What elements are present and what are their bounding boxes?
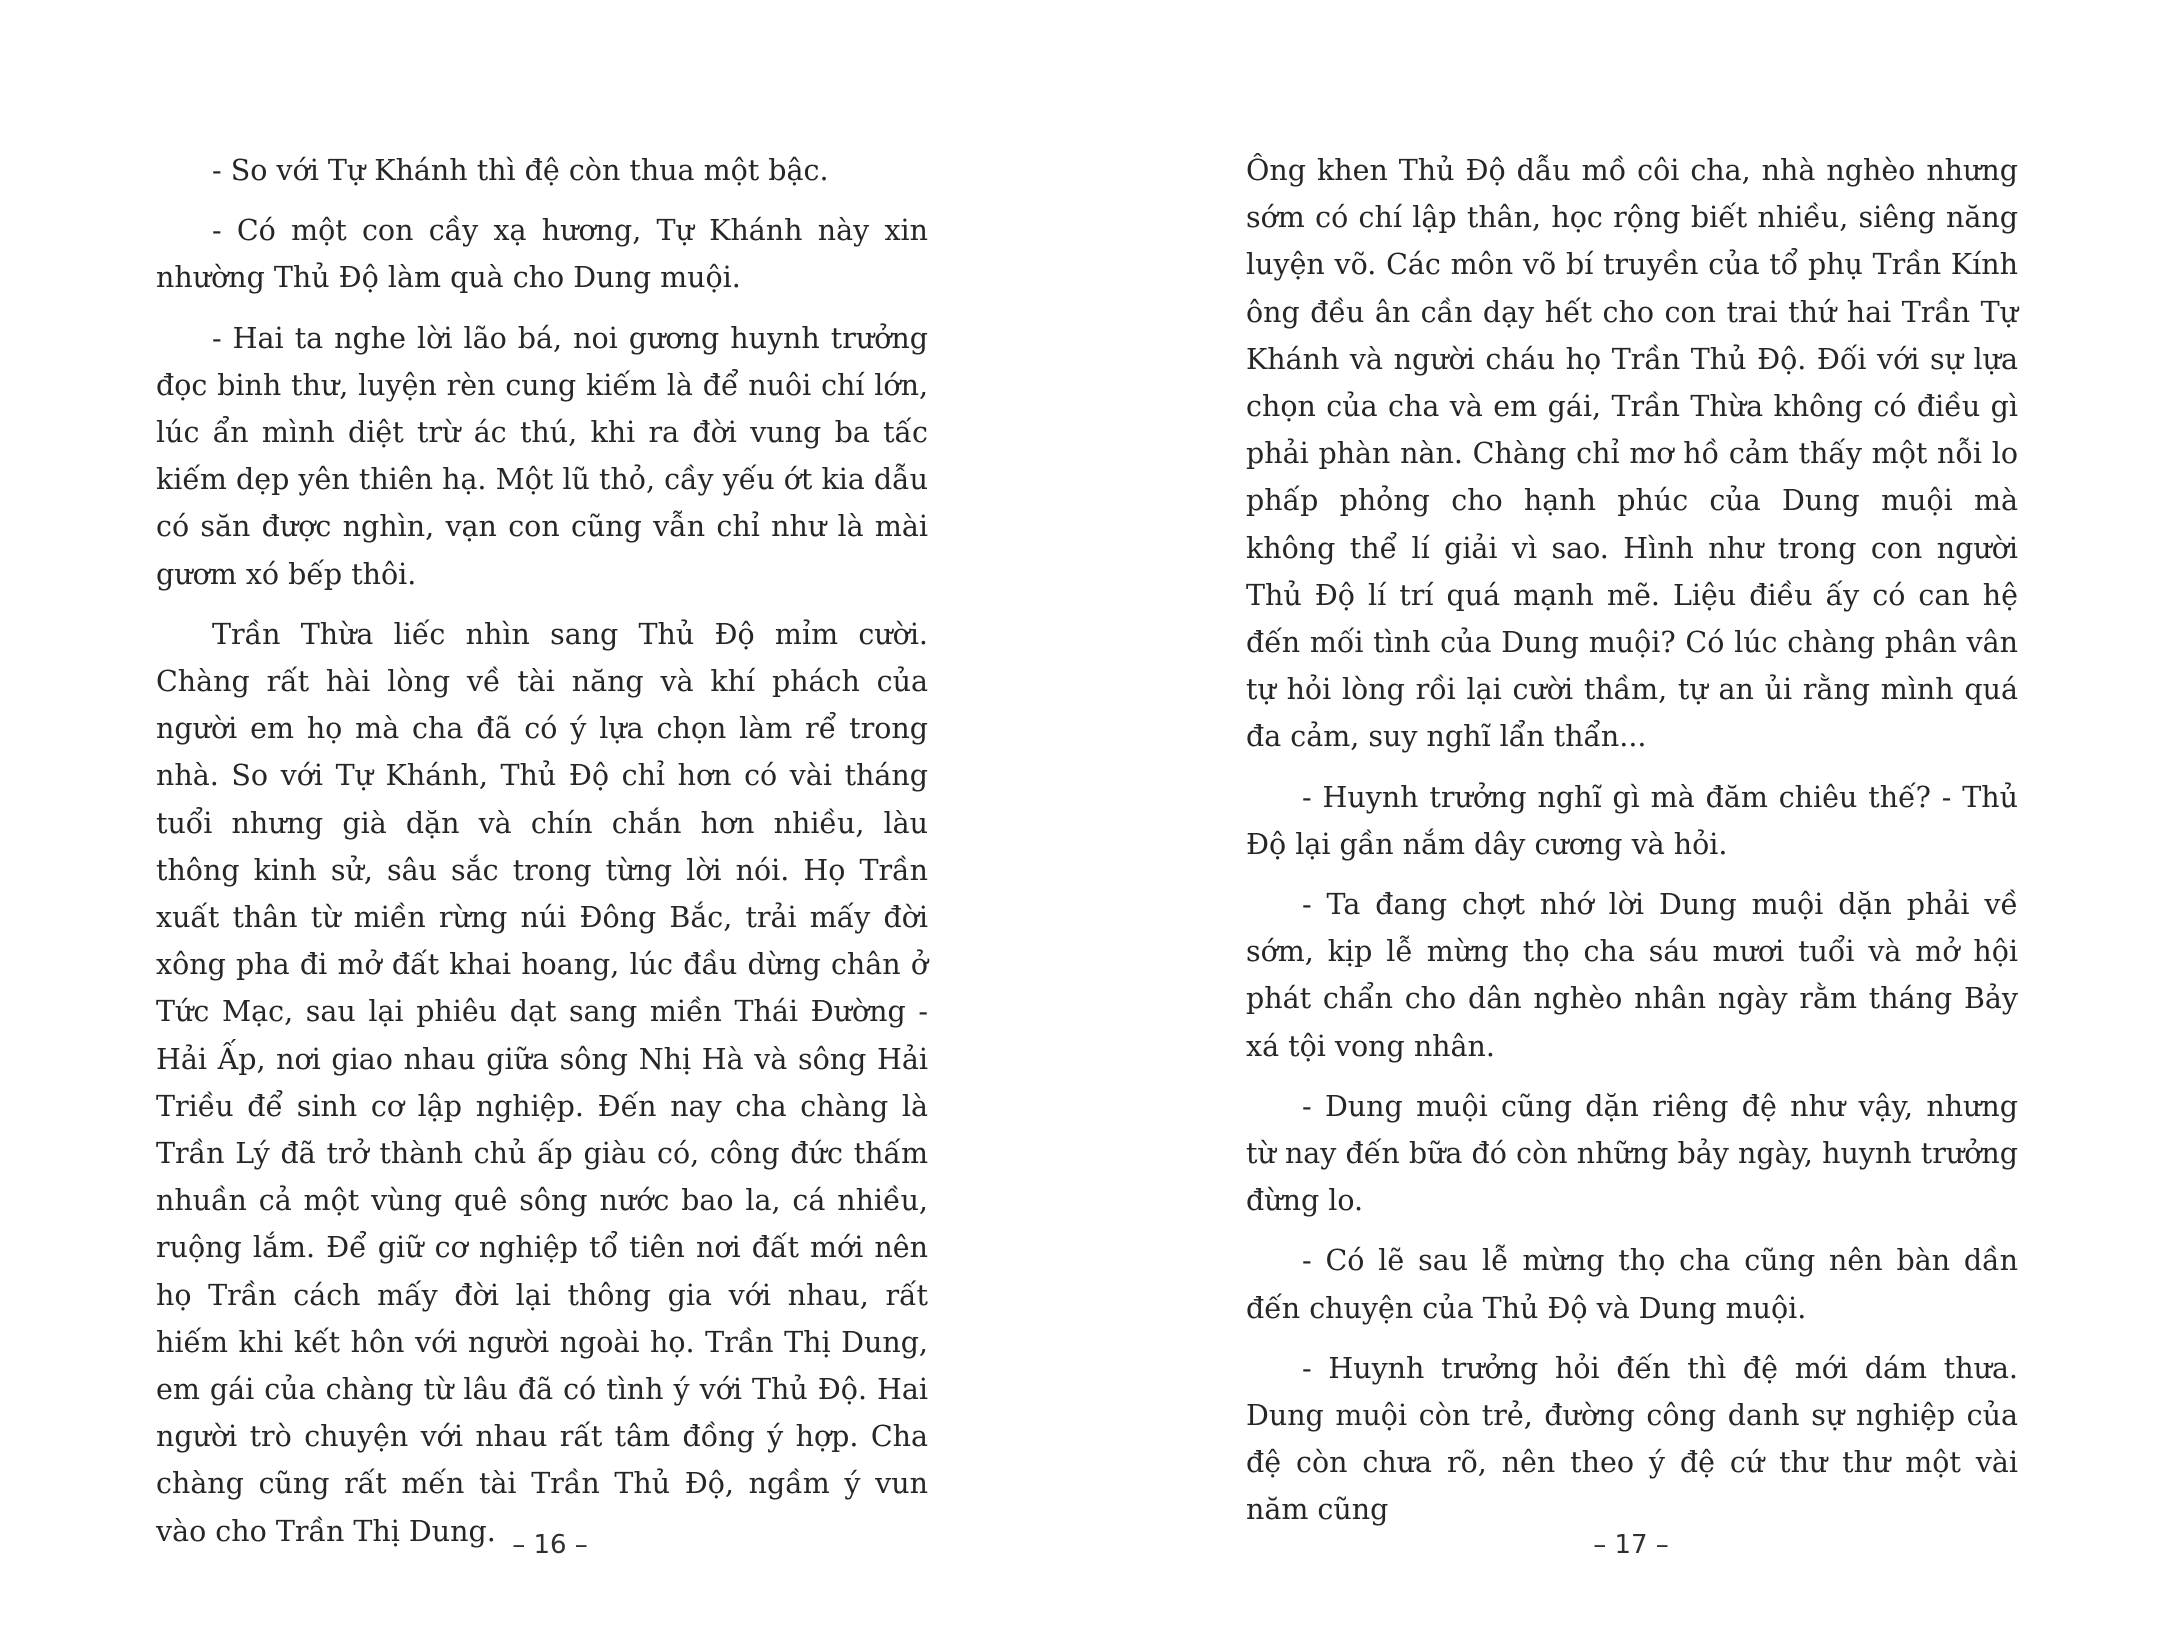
paragraph: - Có một con cầy xạ hương, Tự Khánh này xin nhường Thủ Độ làm quà cho Dung muội. (156, 214, 928, 295)
paragraph: - Ta đang chợt nhớ lời Dung muội dặn phải về sớm, kịp lễ mừng thọ cha sáu mươi tuổi và mở hội phát chẩn cho dân nghèo nhân ngày rằm tháng Bảy xá tội vong nhân. (1246, 888, 2018, 1063)
left-page-text (156, 147, 928, 1555)
paragraph: - Có lẽ sau lễ mừng thọ cha cũng nên bàn dần đến chuyện của Thủ Độ và Dung muội. (1246, 1244, 2018, 1325)
page-number: – 17 – (1593, 1530, 1669, 1560)
paragraph: - Hai ta nghe lời lão bá, noi gương huynh trưởng đọc binh thư, luyện rèn cung kiếm là để nuôi chí lớn, lúc ẩn mình diệt trừ ác thú, khi ra đời vung ba tấc kiếm dẹp yên thiên hạ. Một lũ thỏ, cầy yếu ớt kia dẫu có săn được nghìn, vạn con cũng vẫn chỉ như là mài gươm xó bếp thôi. (156, 321, 928, 591)
paragraph: Ông khen Thủ Độ dẫu mồ côi cha, nhà nghèo nhưng sớm có chí lập thân, học rộng biết nhiều, siêng năng luyện võ. Các môn võ bí truyền của tổ phụ Trần Kính ông đều ân cần dạy hết cho con trai thứ hai Trần Tự Khánh và người cháu họ Trần Thủ Độ. Đối với sự lựa chọn của cha và em gái, Trần Thừa không có điều gì phải phàn nàn. Chàng chỉ mơ hồ cảm thấy một nỗi lo phấp phỏng cho hạnh phúc của Dung muội mà không thể lí giải vì sao. Hình như trong con người Thủ Độ lí trí quá mạnh mẽ. Liệu điều ấy có can hệ đến mối tình của Dung muội? Có lúc chàng phân vân tự hỏi lòng rồi lại cười thầm, tự an ủi rằng mình quá đa cảm, suy nghĩ lẩn thẩn... (1246, 154, 2018, 754)
right-page (1079, 0, 2158, 1646)
paragraph: - Dung muội cũng dặn riêng đệ như vậy, nhưng từ nay đến bữa đó còn những bảy ngày, huynh trưởng đừng lo. (1246, 1089, 2018, 1218)
page-number: – 16 – (512, 1530, 588, 1560)
paragraph: Trần Thừa liếc nhìn sang Thủ Độ mỉm cười. Chàng rất hài lòng về tài năng và khí phách của người em họ mà cha đã có ý lựa chọn làm rể trong nhà. So với Tự Khánh, Thủ Độ chỉ hơn có vài tháng tuổi nhưng già dặn và chín chắn hơn nhiều, làu thông kinh sử, sâu sắc trong từng lời nói. Họ Trần xuất thân từ miền rừng núi Đông Bắc, trải mấy đời xông pha đi mở đất khai hoang, lúc đầu dừng chân ở Tức Mạc, sau lại phiêu dạt sang miền Thái Đường - Hải Ấp, nơi giao nhau giữa sông Nhị Hà và sông Hải Triều để sinh cơ lập nghiệp. Đến nay cha chàng là Trần Lý đã trở thành chủ ấp giàu có, công đức thấm nhuần cả một vùng quê sông nước bao la, cá nhiều, ruộng lắm. Để giữ cơ nghiệp tổ tiên nơi đất mới nên họ Trần cách mấy đời lại thông gia với nhau, rất hiếm khi kết hôn với người ngoài họ. Trần Thị Dung, em gái của chàng từ lâu đã có tình ý với Thủ Độ. Hai người trò chuyện với nhau rất tâm đồng ý hợp. Cha chàng cũng rất mến tài Trần Thủ Độ, ngầm ý vun vào cho Trần Thị Dung. (156, 617, 928, 1548)
paragraph: - Huynh trưởng hỏi đến thì đệ mới dám thưa. Dung muội còn trẻ, đường công danh sự nghiệp của đệ còn chưa rõ, nên theo ý đệ cứ thư thư một vài năm cũng (1246, 1351, 2018, 1527)
right-page-text (1246, 147, 2018, 1534)
paragraph: - Huynh trưởng nghĩ gì mà đăm chiêu thế? - Thủ Độ lại gần nắm dây cương và hỏi. (1246, 780, 2018, 861)
paragraph: - So với Tự Khánh thì đệ còn thua một bậc. (212, 154, 829, 187)
